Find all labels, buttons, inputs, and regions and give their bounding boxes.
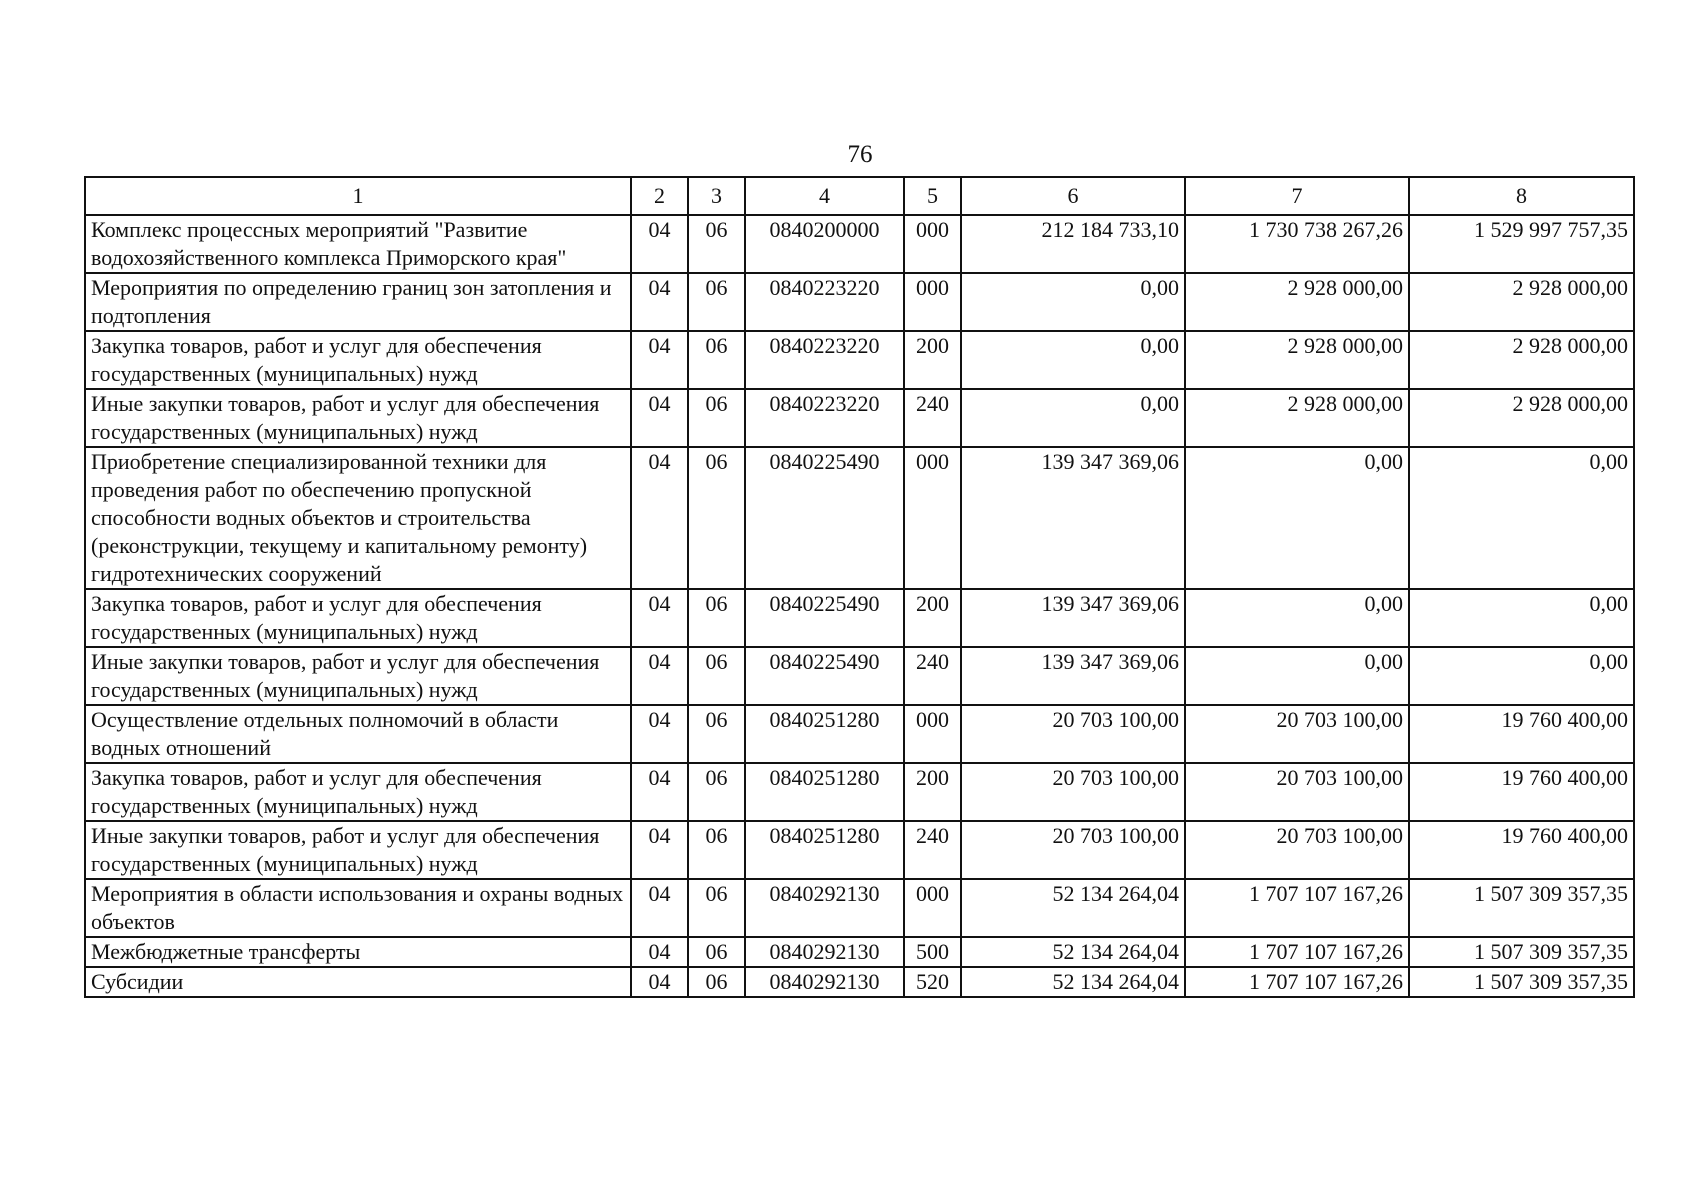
row-section-code: 04 xyxy=(631,389,688,447)
row-amount-7: 1 730 738 267,26 xyxy=(1185,215,1409,273)
table-row xyxy=(85,447,1634,589)
row-name: Закупка товаров, работ и услуг для обеспечения государственных (муниципальных) нужд xyxy=(85,763,631,821)
row-target-code: 0840251280 xyxy=(745,705,904,763)
row-target-code: 0840225490 xyxy=(745,589,904,647)
row-subsection-code: 06 xyxy=(688,273,745,331)
column-header-8: 8 xyxy=(1409,177,1634,215)
row-amount-6: 0,00 xyxy=(961,389,1185,447)
row-section-code: 04 xyxy=(631,763,688,821)
column-header-7: 7 xyxy=(1185,177,1409,215)
row-name: Закупка товаров, работ и услуг для обеспечения государственных (муниципальных) нужд xyxy=(85,589,631,647)
row-amount-6: 0,00 xyxy=(961,273,1185,331)
row-expense-type: 500 xyxy=(904,937,961,967)
row-amount-7: 0,00 xyxy=(1185,447,1409,589)
row-amount-6: 20 703 100,00 xyxy=(961,821,1185,879)
row-expense-type: 000 xyxy=(904,273,961,331)
row-expense-type: 200 xyxy=(904,331,961,389)
column-header-2: 2 xyxy=(631,177,688,215)
row-expense-type: 000 xyxy=(904,879,961,937)
row-target-code: 0840223220 xyxy=(745,389,904,447)
table-row xyxy=(85,821,1634,879)
row-amount-8: 0,00 xyxy=(1409,447,1634,589)
row-expense-type: 240 xyxy=(904,647,961,705)
row-section-code: 04 xyxy=(631,879,688,937)
row-subsection-code: 06 xyxy=(688,647,745,705)
row-amount-7: 20 703 100,00 xyxy=(1185,821,1409,879)
row-amount-6: 52 134 264,04 xyxy=(961,937,1185,967)
row-name: Мероприятия по определению границ зон затопления и подтопления xyxy=(85,273,631,331)
row-name: Осуществление отдельных полномочий в области водных отношений xyxy=(85,705,631,763)
row-subsection-code: 06 xyxy=(688,937,745,967)
column-header-3: 3 xyxy=(688,177,745,215)
row-amount-7: 2 928 000,00 xyxy=(1185,331,1409,389)
row-name: Иные закупки товаров, работ и услуг для обеспечения государственных (муниципальных) нужд xyxy=(85,389,631,447)
row-target-code: 0840292130 xyxy=(745,937,904,967)
column-header-4: 4 xyxy=(745,177,904,215)
row-expense-type: 000 xyxy=(904,447,961,589)
row-section-code: 04 xyxy=(631,937,688,967)
row-amount-6: 52 134 264,04 xyxy=(961,967,1185,997)
row-amount-7: 0,00 xyxy=(1185,589,1409,647)
row-name: Приобретение специализированной техники для проведения работ по обеспечению пропускной способности водных объектов и строительства (реконструкции, текущему и капитальному ремонту) гидротехнических сооружений xyxy=(85,447,631,589)
row-amount-8: 19 760 400,00 xyxy=(1409,763,1634,821)
row-target-code: 0840223220 xyxy=(745,331,904,389)
row-amount-7: 0,00 xyxy=(1185,647,1409,705)
row-section-code: 04 xyxy=(631,447,688,589)
row-expense-type: 520 xyxy=(904,967,961,997)
row-target-code: 0840225490 xyxy=(745,647,904,705)
row-section-code: 04 xyxy=(631,821,688,879)
row-amount-7: 2 928 000,00 xyxy=(1185,389,1409,447)
row-subsection-code: 06 xyxy=(688,967,745,997)
row-subsection-code: 06 xyxy=(688,763,745,821)
table-row xyxy=(85,389,1634,447)
row-section-code: 04 xyxy=(631,967,688,997)
row-amount-8: 19 760 400,00 xyxy=(1409,705,1634,763)
row-section-code: 04 xyxy=(631,331,688,389)
row-subsection-code: 06 xyxy=(688,215,745,273)
row-amount-8: 1 529 997 757,35 xyxy=(1409,215,1634,273)
row-expense-type: 200 xyxy=(904,763,961,821)
row-amount-6: 139 347 369,06 xyxy=(961,589,1185,647)
row-amount-7: 20 703 100,00 xyxy=(1185,705,1409,763)
row-amount-7: 20 703 100,00 xyxy=(1185,763,1409,821)
row-name: Иные закупки товаров, работ и услуг для обеспечения государственных (муниципальных) нужд xyxy=(85,647,631,705)
row-name: Комплекс процессных мероприятий "Развитие водохозяйственного комплекса Приморского края" xyxy=(85,215,631,273)
row-expense-type: 000 xyxy=(904,705,961,763)
budget-table xyxy=(84,176,1635,998)
table-row xyxy=(85,967,1634,997)
row-expense-type: 240 xyxy=(904,821,961,879)
row-amount-6: 52 134 264,04 xyxy=(961,879,1185,937)
table-row xyxy=(85,937,1634,967)
row-expense-type: 240 xyxy=(904,389,961,447)
column-header-1: 1 xyxy=(85,177,631,215)
row-amount-8: 19 760 400,00 xyxy=(1409,821,1634,879)
row-amount-6: 20 703 100,00 xyxy=(961,763,1185,821)
column-header-6: 6 xyxy=(961,177,1185,215)
row-amount-6: 139 347 369,06 xyxy=(961,647,1185,705)
row-amount-8: 1 507 309 357,35 xyxy=(1409,967,1634,997)
row-amount-6: 0,00 xyxy=(961,331,1185,389)
page-number: 76 xyxy=(847,141,873,168)
row-target-code: 0840292130 xyxy=(745,967,904,997)
table-row xyxy=(85,215,1634,273)
row-name: Закупка товаров, работ и услуг для обеспечения государственных (муниципальных) нужд xyxy=(85,331,631,389)
table-row xyxy=(85,273,1634,331)
row-amount-7: 1 707 107 167,26 xyxy=(1185,937,1409,967)
row-amount-8: 0,00 xyxy=(1409,647,1634,705)
row-section-code: 04 xyxy=(631,215,688,273)
row-subsection-code: 06 xyxy=(688,705,745,763)
row-amount-8: 0,00 xyxy=(1409,589,1634,647)
row-subsection-code: 06 xyxy=(688,331,745,389)
row-amount-7: 2 928 000,00 xyxy=(1185,273,1409,331)
table-row xyxy=(85,879,1634,937)
row-target-code: 0840251280 xyxy=(745,821,904,879)
table-row xyxy=(85,589,1634,647)
table-header-row xyxy=(85,177,1634,215)
row-subsection-code: 06 xyxy=(688,447,745,589)
row-subsection-code: 06 xyxy=(688,879,745,937)
row-amount-8: 1 507 309 357,35 xyxy=(1409,879,1634,937)
row-name: Мероприятия в области использования и охраны водных объектов xyxy=(85,879,631,937)
row-target-code: 0840225490 xyxy=(745,447,904,589)
row-target-code: 0840251280 xyxy=(745,763,904,821)
row-amount-6: 139 347 369,06 xyxy=(961,447,1185,589)
row-target-code: 0840292130 xyxy=(745,879,904,937)
row-section-code: 04 xyxy=(631,705,688,763)
row-amount-7: 1 707 107 167,26 xyxy=(1185,879,1409,937)
table-row xyxy=(85,647,1634,705)
row-amount-8: 2 928 000,00 xyxy=(1409,273,1634,331)
row-name: Межбюджетные трансферты xyxy=(85,937,631,967)
row-expense-type: 200 xyxy=(904,589,961,647)
row-amount-6: 20 703 100,00 xyxy=(961,705,1185,763)
row-subsection-code: 06 xyxy=(688,589,745,647)
row-subsection-code: 06 xyxy=(688,821,745,879)
row-amount-8: 1 507 309 357,35 xyxy=(1409,937,1634,967)
table-row xyxy=(85,331,1634,389)
row-section-code: 04 xyxy=(631,589,688,647)
table-row xyxy=(85,705,1634,763)
row-expense-type: 000 xyxy=(904,215,961,273)
row-amount-8: 2 928 000,00 xyxy=(1409,389,1634,447)
row-target-code: 0840223220 xyxy=(745,273,904,331)
row-section-code: 04 xyxy=(631,273,688,331)
row-amount-6: 212 184 733,10 xyxy=(961,215,1185,273)
row-amount-8: 2 928 000,00 xyxy=(1409,331,1634,389)
table-row xyxy=(85,763,1634,821)
row-amount-7: 1 707 107 167,26 xyxy=(1185,967,1409,997)
row-subsection-code: 06 xyxy=(688,389,745,447)
row-section-code: 04 xyxy=(631,647,688,705)
row-name: Субсидии xyxy=(85,967,631,997)
row-name: Иные закупки товаров, работ и услуг для обеспечения государственных (муниципальных) нужд xyxy=(85,821,631,879)
row-target-code: 0840200000 xyxy=(745,215,904,273)
column-header-5: 5 xyxy=(904,177,961,215)
